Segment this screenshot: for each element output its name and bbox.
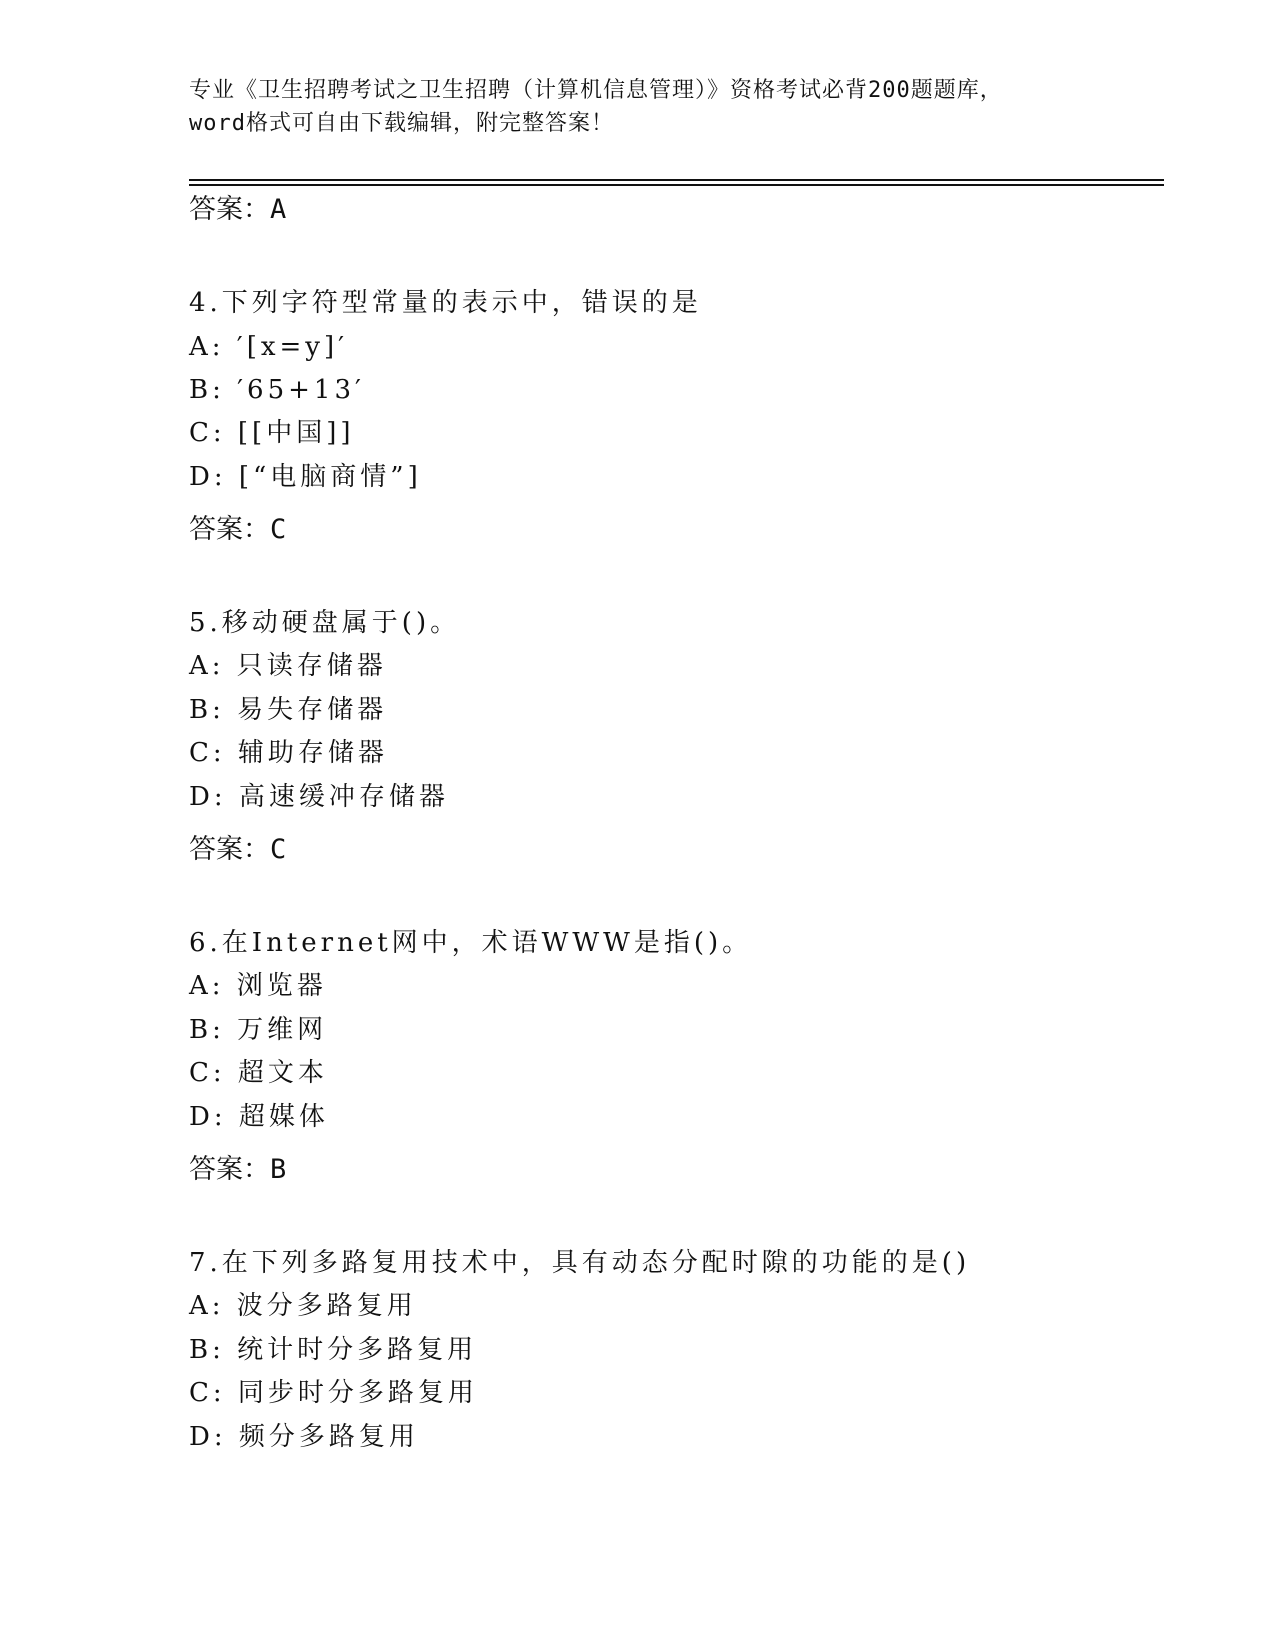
header-divider-bottom [189, 184, 1164, 186]
question-6-option-c: C: 超文本 [189, 1058, 328, 1088]
question-5-option-b: B: 易失存储器 [189, 695, 388, 725]
document-header [189, 74, 1089, 140]
question-5-option-a: A: 只读存储器 [189, 651, 387, 681]
question-7-stem: 7.在下列多路复用技术中，具有动态分配时隙的功能的是() [189, 1248, 971, 1278]
question-7-option-c: C: 同步时分多路复用 [189, 1378, 478, 1408]
question-6-stem: 6.在Internet网中，术语WWW是指()。 [189, 928, 753, 958]
question-4-stem: 4.下列字符型常量的表示中，错误的是 [189, 288, 702, 318]
question-5-option-d: D: 高速缓冲存储器 [189, 782, 449, 812]
question-6-option-d: D: 超媒体 [189, 1102, 329, 1132]
header-line-2: word格式可自由下载编辑，附完整答案！ [189, 111, 614, 136]
question-7-option-d: D: 频分多路复用 [189, 1422, 419, 1452]
question-4-option-b: B: ′65+13′ [189, 375, 365, 405]
question-7-option-a: A: 波分多路复用 [189, 1291, 417, 1321]
question-4-option-c: C: [[中国]] [189, 418, 355, 448]
header-line-1: 专业《卫生招聘考试之卫生招聘（计算机信息管理）》资格考试必背200题题库， [189, 78, 1003, 103]
question-5-answer: 答案：C [189, 834, 287, 865]
question-6-option-a: A: 浏览器 [189, 971, 327, 1001]
question-6-answer: 答案：B [189, 1154, 287, 1185]
question-4-answer: 答案：C [189, 514, 287, 545]
header-divider-top [189, 179, 1164, 181]
answer-previous: 答案：A [189, 194, 287, 225]
question-5-stem: 5.移动硬盘属于()。 [189, 608, 461, 638]
question-4-option-d: D: [“电脑商情”] [189, 462, 422, 492]
question-4-option-a: A: ′[x=y]′ [189, 332, 349, 362]
question-5-option-c: C: 辅助存储器 [189, 738, 388, 768]
question-7-option-b: B: 统计时分多路复用 [189, 1335, 478, 1365]
question-6-option-b: B: 万维网 [189, 1015, 328, 1045]
